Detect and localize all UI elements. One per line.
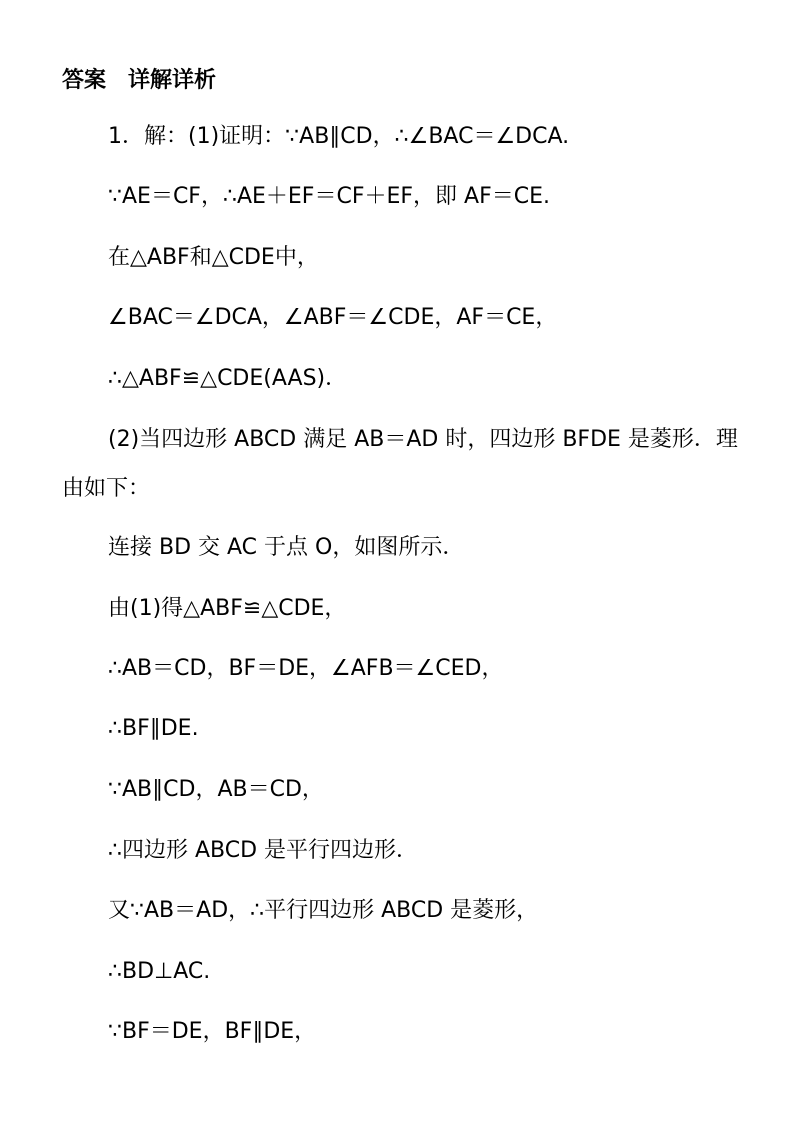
text-line-1: 1．解：(1)证明：∵AB∥CD，∴∠BAC＝∠DCA. xyxy=(108,124,570,149)
text-line-11: ∴BF∥DE. xyxy=(108,716,199,741)
text-line-6: (2)当四边形 ABCD 满足 AB＝AD 时，四边形 BFDE 是菱形．理 xyxy=(108,427,738,452)
text-line-3: 在△ABF和△CDE中， xyxy=(108,245,319,270)
text-line-8: 连接 BD 交 AC 于点 O，如图所示． xyxy=(108,535,465,560)
text-line-5: ∴△ABF≌△CDE(AAS)． xyxy=(108,366,348,391)
text-line-7: 由如下： xyxy=(62,476,151,501)
text-line-16: ∵BF＝DE，BF∥DE， xyxy=(108,1019,317,1044)
text-line-13: ∴四边形 ABCD 是平行四边形． xyxy=(108,838,419,863)
answer-heading: 答案 详解详析 xyxy=(62,68,217,93)
text-line-4: ∠BAC＝∠DCA，∠ABF＝∠CDE，AF＝CE， xyxy=(108,305,558,330)
text-line-12: ∵AB∥CD，AB＝CD， xyxy=(108,777,324,802)
text-line-9: 由(1)得△ABF≌△CDE， xyxy=(108,596,347,621)
text-line-2: ∵AE＝CF，∴AE＋EF＝CF＋EF，即 AF＝CE. xyxy=(108,184,550,209)
text-line-15: ∴BD⊥AC. xyxy=(108,959,211,984)
text-line-14: 又∵AB＝AD，∴平行四边形 ABCD 是菱形， xyxy=(108,898,539,923)
text-line-10: ∴AB＝CD，BF＝DE，∠AFB＝∠CED， xyxy=(108,656,504,681)
